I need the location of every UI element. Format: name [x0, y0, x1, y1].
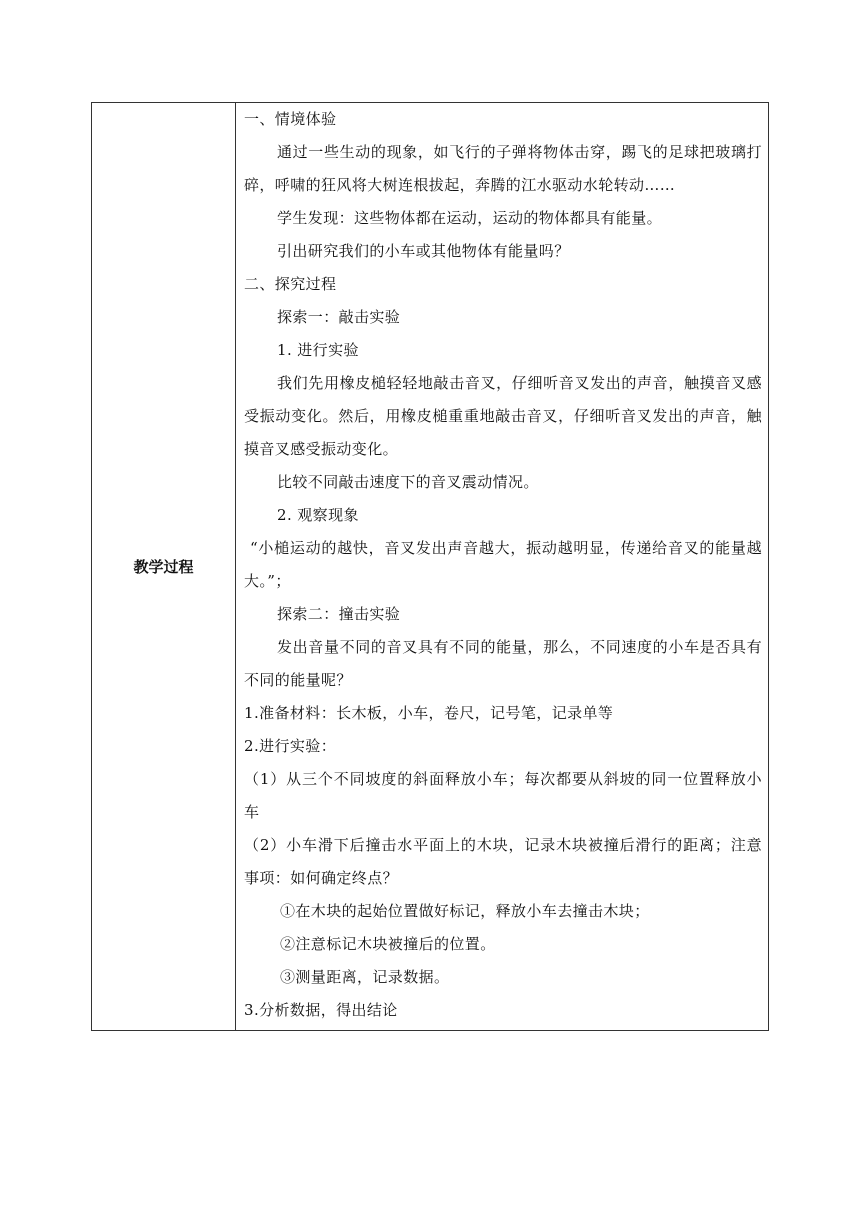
row-label: 教学过程 — [133, 558, 194, 576]
content-body — [244, 103, 762, 1027]
content-line: 通过一些生动的现象，如飞行的子弹将物体击穿，踢飞的足球把玻璃打碎，呼啸的狂风将大树连根拔起，奔腾的江水驱动水轮转动…… — [244, 143, 762, 194]
content-line: 探索一：敲击实验 — [277, 308, 401, 326]
content-line: 2.进行实验： — [244, 737, 337, 755]
content-line: ①在木块的起始位置做好标记，释放小车去撞击木块； — [280, 902, 650, 920]
row-content-cell — [236, 103, 769, 1031]
row-label-cell — [92, 103, 236, 1031]
content-line: 1. 进行实验 — [277, 341, 359, 359]
content-line: ③测量距离，记录数据。 — [280, 968, 450, 986]
content-line: 比较不同敲击速度下的音叉震动情况。 — [277, 473, 539, 491]
content-line: 1.准备材料：长木板，小车，卷尺，记号笔，记录单等 — [244, 704, 614, 722]
content-line: 一、情境体验 — [244, 110, 337, 128]
content-line: ②注意标记木块被撞后的位置。 — [280, 935, 496, 953]
content-line: （2）小车滑下后撞击水平面上的木块，记录木块被撞后滑行的距离；注意事项：如何确定终点？ — [244, 836, 762, 887]
content-line: 发出音量不同的音叉具有不同的能量，那么，不同速度的小车是否具有不同的能量呢？ — [244, 638, 762, 689]
table-row — [92, 103, 769, 1031]
content-line: 二、探究过程 — [244, 275, 337, 293]
content-line: 我们先用橡皮槌轻轻地敲击音叉，仔细听音叉发出的声音，触摸音叉感受振动变化。然后，用橡皮槌重重地敲击音叉，仔细听音叉发出的声音，触摸音叉感受振动变化。 — [244, 374, 762, 458]
content-line: “小槌运动的越快，音叉发出声音越大，振动越明显，传递给音叉的能量越大。”； — [244, 539, 762, 590]
content-line: 探索二：撞击实验 — [277, 605, 401, 623]
content-line: （1）从三个不同坡度的斜面释放小车；每次都要从斜坡的同一位置释放小车 — [244, 770, 762, 821]
content-line: 2. 观察现象 — [277, 506, 359, 524]
content-line: 3.分析数据，得出结论 — [244, 1001, 398, 1019]
lesson-plan-table — [91, 102, 769, 1031]
content-line: 学生发现：这些物体都在运动，运动的物体都具有能量。 — [277, 209, 663, 227]
content-line: 引出研究我们的小车或其他物体有能量吗？ — [277, 242, 570, 260]
